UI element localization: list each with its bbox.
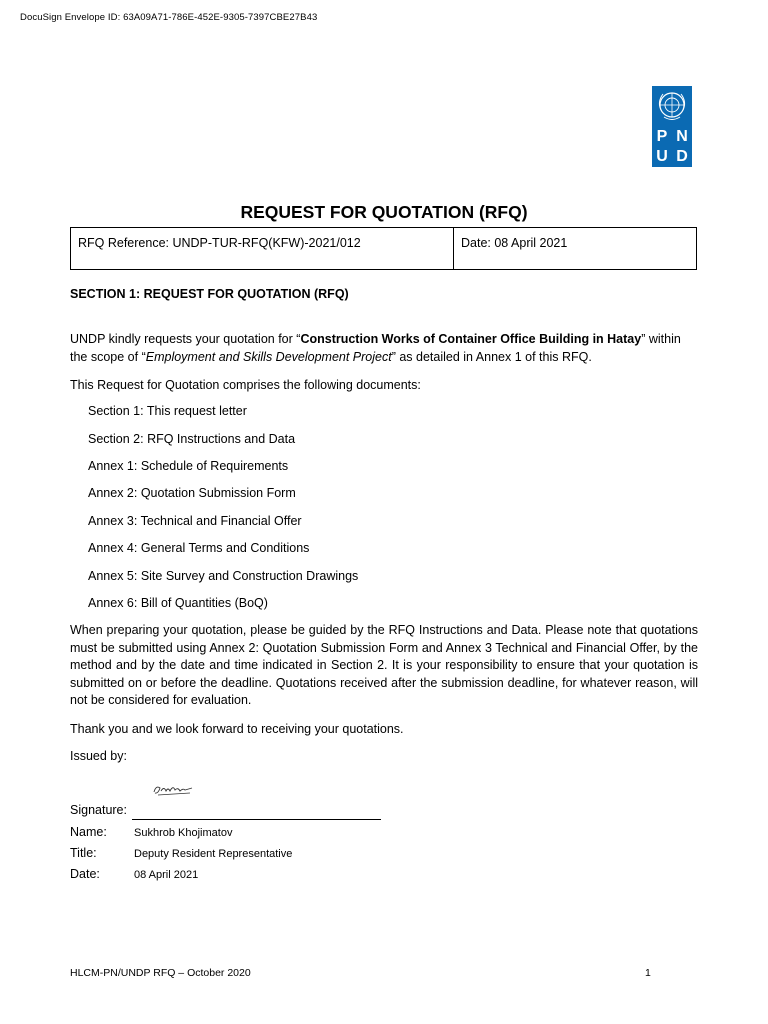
rfq-reference-cell: RFQ Reference: UNDP-TUR-RFQ(KFW)-2021/012 <box>71 228 454 269</box>
un-emblem-icon <box>652 86 692 126</box>
project-scope: Employment and Skills Development Project <box>145 349 392 364</box>
intro-text-3: ” as detailed in Annex 1 of this RFQ. <box>391 349 592 364</box>
footer-form-code: HLCM-PN/UNDP RFQ – October 2020 <box>70 967 251 979</box>
title-label: Title: <box>70 846 97 860</box>
date-value: 08 April 2021 <box>134 869 199 881</box>
intro-text-1: UNDP kindly requests your quotation for “ <box>70 332 301 346</box>
document-list-item: Annex 5: Site Survey and Construction Drawings <box>88 569 359 583</box>
intro-paragraph <box>70 331 698 366</box>
logo-letter-n: N <box>676 128 688 145</box>
instructions-paragraph: When preparing your quotation, please be guided by the RFQ Instructions and Data. Please note that quotations must be submitted using Annex 2: Quotation Submission Form and Annex 3 Technical and Financial Offer, by the method and by the date and time indicated in Section 2. It is your responsibility to ensure that your quotation is submitted on or before the deadline. Quotations received after the submission deadline, for whatever reason, will not be considered for evaluation. <box>70 623 698 707</box>
title-value: Deputy Resident Representative <box>134 848 293 860</box>
document-list-item: Section 2: RFQ Instructions and Data <box>88 432 296 446</box>
documents-intro: This Request for Quotation comprises the following documents: <box>70 378 421 392</box>
document-list-item: Section 1: This request letter <box>88 404 247 418</box>
document-list-item: Annex 6: Bill of Quantities (BoQ) <box>88 596 268 610</box>
document-title: REQUEST FOR QUOTATION (RFQ) <box>240 202 528 222</box>
issued-by-label: Issued by: <box>70 749 127 763</box>
name-value: Sukhrob Khojimatov <box>134 827 233 839</box>
document-list-item: Annex 4: General Terms and Conditions <box>88 541 310 555</box>
name-label: Name: <box>70 825 107 839</box>
handwritten-signature <box>152 782 196 798</box>
signature-line <box>132 819 381 820</box>
project-name: Construction Works of Container Office Building in Hatay <box>300 332 642 346</box>
page-number: 1 <box>645 967 651 979</box>
section-heading: SECTION 1: REQUEST FOR QUOTATION (RFQ) <box>70 287 349 301</box>
closing-paragraph: Thank you and we look forward to receiving your quotations. <box>70 722 404 736</box>
undp-logo <box>652 86 692 167</box>
reference-table <box>70 227 697 270</box>
date-label: Date: <box>70 867 100 881</box>
intro-text-2: ” within the scope of “ <box>70 332 681 364</box>
document-list-item: Annex 2: Quotation Submission Form <box>88 486 296 500</box>
logo-letter-p: P <box>656 128 668 145</box>
signature-label: Signature: <box>70 803 127 817</box>
document-list-item: Annex 3: Technical and Financial Offer <box>88 514 302 528</box>
rfq-date-cell: Date: 08 April 2021 <box>461 236 568 250</box>
docusign-envelope-id: DocuSign Envelope ID: 63A09A71-786E-452E-9305-7397CBE27B43 <box>20 12 318 23</box>
document-list-item: Annex 1: Schedule of Requirements <box>88 459 289 473</box>
logo-letter-d: D <box>676 148 688 165</box>
logo-letter-u: U <box>656 148 668 165</box>
